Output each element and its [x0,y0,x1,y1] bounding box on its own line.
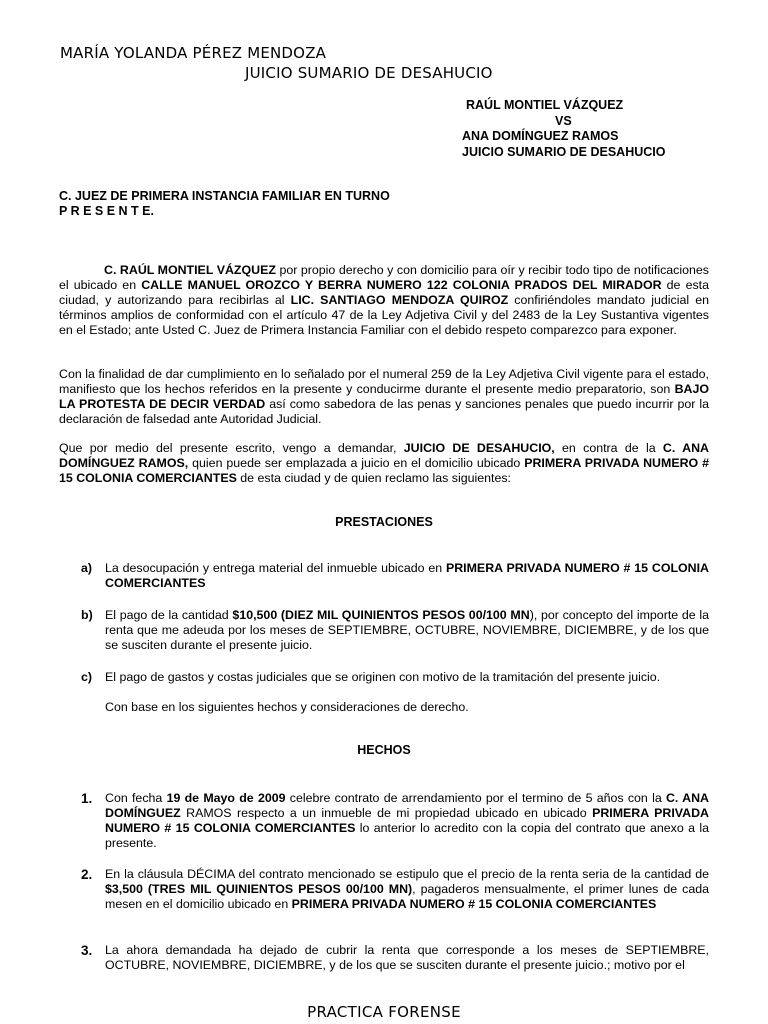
text-run: Con fecha [105,791,167,805]
hecho-2 [59,867,709,912]
case-type: JUICIO SUMARIO DE DESAHUCIO [462,144,666,159]
list-marker: 3. [81,943,93,958]
text-run: Que por medio del presente escrito, vengo a demandar, [59,441,404,455]
attorney-name: LIC. SANTIAGO MENDOZA QUIROZ [290,293,509,307]
case-parties [462,98,666,160]
intro-paragraph [59,263,709,338]
bold-run: PRIMERA PRIVADA NUMERO # 15 COLONIA COMERCIANTES [105,806,709,835]
text-run: Con la finalidad de dar cumplimiento en lo señalado por el numeral 259 de la Ley Adjetiva Civil vigente para el estado, manifiesto que los hechos referidos en la presente y conducirme durante el presente medio preparatorio, son [59,367,709,396]
addressee [59,189,390,219]
prestaciones-title: PRESTACIONES [335,515,433,529]
addressee-judge: C. JUEZ DE PRIMERA INSTANCIA FAMILIAR EN TURNO [59,189,390,203]
text-run: de esta ciudad, y autorizando para recibirlas al [59,278,709,307]
versus-label: VS [555,113,572,128]
prestaciones-closing [59,700,709,715]
author-name: MARÍA YOLANDA PÉREZ MENDOZA [60,44,327,62]
plaintiff-name: RAÚL MONTIEL VÁZQUEZ [466,98,624,112]
text-run: celebre contrato de arrendamiento por el termino de 5 años con la [285,791,666,805]
bold-run: $10,500 (DIEZ MIL QUINIENTOS PESOS 00/100 MN [232,608,530,622]
protest-phrase: BAJO LA PROTESTA DE DECIR VERDAD [59,382,709,411]
plaintiff-ref: C. RAÚL MONTIEL VÁZQUEZ [104,263,276,277]
bold-run: C. ANA DOMÍNGUEZ RAMOS, [59,441,710,470]
text-run: Con base en los siguientes hechos y consideraciones de derecho. [105,700,469,714]
text-run: en contra de la [554,441,663,455]
text-run: quien puede ser emplazada a juicio en el domicilio ubicado [188,456,525,470]
list-marker: 1. [81,791,93,806]
bold-run: PRIMERA PRIVADA NUMERO # 15 COLONIA COMERCIANTES [105,561,709,590]
text-run: así como sabedora de las penas y sanciones penales que puedo incurrir por la declaración de falsedad ante Autoridad Judicial. [59,397,709,426]
list-marker: 2. [81,867,93,882]
hechos-title: HECHOS [357,743,411,757]
text-run: RAMOS respecto a un inmueble de mi propiedad ubicado en ubicado [180,806,593,820]
text-run: El pago de gastos y costas judiciales que se originen con motivo de la tramitación del presente juicio. [105,670,661,684]
text-run: En la cláusula DÉCIMA del contrato mencionado se estipulo que el precio de la renta seria de la cantidad de [105,867,709,881]
hecho-3 [59,943,709,973]
defendant-name: ANA DOMÍNGUEZ RAMOS [462,129,619,143]
text-run: confiriéndoles mandato judicial en términos amplios de conformidad con el artículo 47 de la Ley Adjetiva Civil y del 2483 de la Ley Sustantiva vigentes en el Estado; ante Usted C. Juez de Primera Instancia Familiar con el debido respeto comparezco para exponer. [59,293,710,337]
list-marker: a) [81,561,93,575]
list-marker: b) [81,608,93,622]
text-run: lo anterior lo acredito con la copia del contrato que anexo a la presente. [105,821,709,850]
prestacion-a [59,561,709,591]
addressee-present: P R E S E N T E. [59,204,154,218]
bold-run: PRIMERA PRIVADA NUMERO # 15 COLONIA COMERCIANTES [291,897,657,911]
text-run: ), por concepto del importe de la renta que me adeuda por los meses de SEPTIEMBRE, OCTUBRE, NOVIEMBRE, DICIEMBRE, y de los que se susciten durante el presente juicio. [105,608,709,652]
text-run: , pagaderos mensualmente, el primer lunes de cada mesen en el domicilio ubicado en [105,882,710,911]
bold-run: C. ANA DOMÍNGUEZ [105,791,709,820]
prestacion-b [59,608,709,653]
page-footer: PRACTICA FORENSE [307,1003,461,1021]
plaintiff-address: CALLE MANUEL OROZCO Y BERRA NUMERO 122 COLONIA PRADOS DEL MIRADOR [141,278,662,292]
hecho-1 [59,791,709,851]
protest-paragraph [59,367,709,427]
bold-run: 19 de Mayo de 2009 [166,791,286,805]
text-run: La desocupación y entrega material del inmueble ubicado en [105,561,446,575]
bold-run: JUICIO DE DESAHUCIO, [403,441,555,455]
bold-run: $3,500 (TRES MIL QUINIENTOS PESOS 00/100 MN) [105,882,413,896]
text-run: El pago de la cantidad [105,608,233,622]
prestacion-c [59,670,709,685]
bold-run: PRIMERA PRIVADA NUMERO # 15 COLONIA COMERCIANTES [59,456,709,485]
list-marker: c) [81,670,93,684]
demand-paragraph [59,441,709,486]
text-run: de esta ciudad y de quien reclamo las siguientes: [236,471,511,485]
document-subject: JUICIO SUMARIO DE DESAHUCIO [245,64,493,82]
text-run: La ahora demandada ha dejado de cubrir la renta que corresponde a los meses de SEPTIEMBRE, OCTUBRE, NOVIEMBRE, DICIEMBRE, y de los que se susciten durante el presente juicio.; motivo por el [105,943,709,972]
text-run: por propio derecho y con domicilio para oír y recibir todo tipo de notificaciones el ubicado en [59,263,709,292]
